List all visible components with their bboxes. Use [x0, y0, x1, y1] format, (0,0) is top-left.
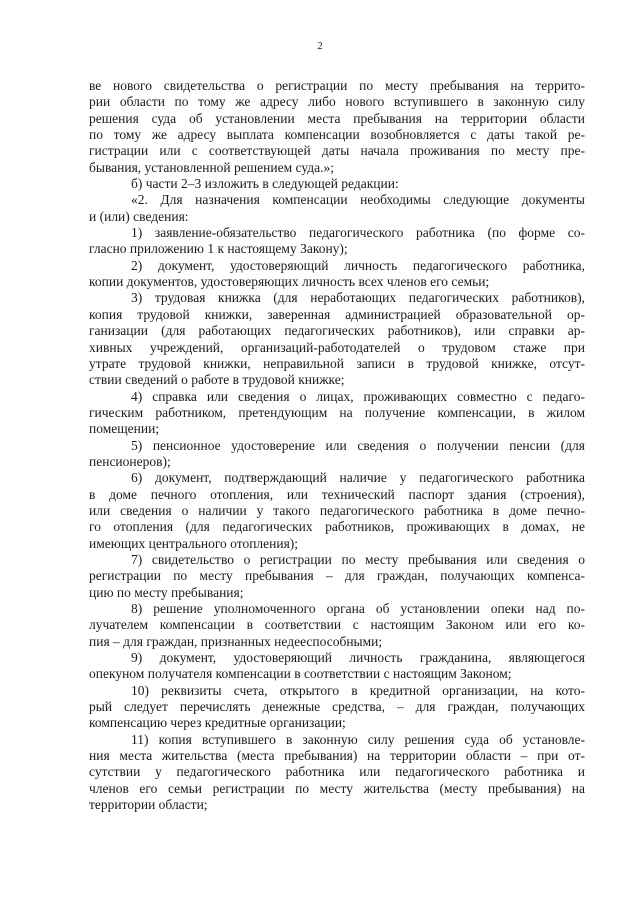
text-line: рый следует перечислять денежные средства, – для граждан, получающих	[89, 699, 585, 715]
text-line: 7) свидетельство о регистрации по месту пребывания или сведения о	[131, 551, 585, 567]
text-line: ствии сведений о работе в трудовой книжке;	[89, 372, 345, 388]
text-line: помещении;	[89, 421, 160, 437]
text-line: 3) трудовая книжка (для неработающих педагогических работников),	[131, 290, 585, 306]
text-line: лучателем компенсации в соответствии с настоящим Законом или его ко-	[89, 617, 585, 633]
text-line: по тому же адресу выплата компенсации возобновляется с даты такой ре-	[89, 127, 585, 143]
text-line: в доме печного отопления, или технический паспорт здания (строения),	[89, 486, 585, 502]
text-line: 4) справка или сведения о лицах, проживающих совместно с педаго-	[131, 388, 585, 404]
text-line: ганизации (для работающих педагогических работников), или справки ар-	[89, 323, 585, 339]
text-line: 11) копия вступившего в законную силу решения суда об установле-	[131, 731, 585, 747]
text-line: решения суда об установлении места пребывания на территории области	[89, 110, 585, 126]
document-body	[89, 78, 585, 813]
text-line: цию по месту пребывания;	[89, 584, 244, 600]
text-line: 2) документ, удостоверяющий личность педагогического работника,	[131, 257, 585, 273]
text-line: копии документов, удостоверяющих личность всех членов его семьи;	[89, 274, 490, 290]
text-line: территории области;	[89, 797, 208, 813]
text-line: 6) документ, подтверждающий наличие у педагогического работника	[131, 470, 585, 486]
text-line: б) части 2–3 изложить в следующей редакции:	[131, 176, 399, 192]
text-line: «2. Для назначения компенсации необходимы следующие документы	[131, 192, 585, 208]
page-number: 2	[317, 40, 323, 52]
text-line: имеющих центрального отопления);	[89, 535, 299, 551]
text-line: членов его семьи регистрации по месту жительства (месту пребывания) на	[89, 780, 585, 796]
text-line: гическим работником, претендующим на получение компенсации, в жилом	[89, 404, 585, 420]
text-line: 1) заявление-обязательство педагогического работника (по форме со-	[131, 225, 585, 241]
text-line: го отопления (для педагогических работников, проживающих в домах, не	[89, 519, 585, 535]
text-line: ве нового свидетельства о регистрации по месту пребывания на террито-	[89, 78, 585, 93]
text-line: 10) реквизиты счета, открытого в кредитной организации, на кото-	[131, 682, 585, 698]
text-line: сутствии у педагогического работника или педагогического работника и	[89, 764, 585, 780]
text-line: компенсацию через кредитные организации;	[89, 715, 346, 731]
text-line: и (или) сведения:	[89, 208, 189, 224]
text-line: бывания, установленной решением суда.»;	[89, 159, 334, 175]
text-line: копия трудовой книжки, заверенная администрацией образовательной ор-	[89, 306, 585, 322]
text-line: гласно приложению 1 к настоящему Закону);	[89, 241, 348, 257]
text-line: рии области по тому же адресу либо нового вступившего в законную силу	[89, 94, 585, 110]
text-line: 5) пенсионное удостоверение или сведения о получении пенсии (для	[131, 437, 585, 453]
text-line: ния места жительства (места пребывания) на территории области – при от-	[89, 748, 585, 764]
text-line: пия – для граждан, признанных недееспособными;	[89, 633, 383, 649]
text-line: гистрации или с соответствующей даты начала проживания по месту пре-	[89, 143, 585, 159]
text-line: опекуном получателя компенсации в соответствии с настоящим Законом;	[89, 666, 512, 682]
text-line: 9) документ, удостоверяющий личность гражданина, являющегося	[131, 650, 585, 666]
text-line: или сведения о наличии у такого педагогического работника в доме печно-	[89, 502, 585, 518]
text-line: регистрации по месту пребывания – для граждан, получающих компенса-	[89, 568, 585, 584]
text-line: пенсионеров);	[89, 453, 171, 469]
text-line: хивных учреждений, организаций-работодателей о трудовом стаже при	[89, 339, 585, 355]
text-line: 8) решение уполномоченного органа об установлении опеки над по-	[131, 601, 585, 616]
text-line: утрате трудовой книжки, неправильной записи в трудовой книжке, отсут-	[89, 355, 585, 371]
